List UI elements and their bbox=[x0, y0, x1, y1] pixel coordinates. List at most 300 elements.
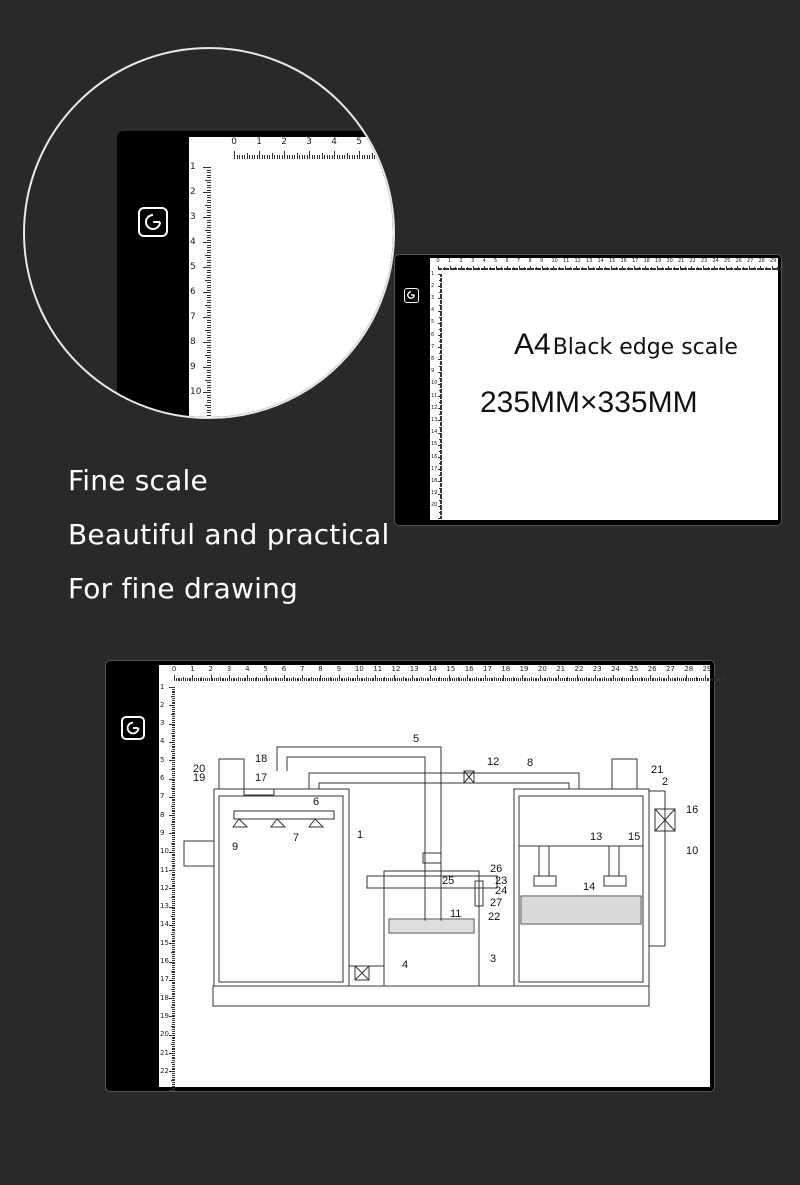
ruler-tick bbox=[342, 155, 343, 159]
ruler-tick bbox=[207, 347, 211, 348]
ruler-tick bbox=[207, 362, 211, 363]
diagram-label: 1 bbox=[357, 829, 364, 841]
ruler-tick bbox=[207, 415, 211, 416]
ruler-tick bbox=[203, 217, 211, 218]
ruler-tick-label: 10 bbox=[551, 258, 558, 264]
ruler-tick-label: 23 bbox=[701, 258, 708, 264]
ruler-tick-label: 0 bbox=[436, 258, 440, 264]
ruler-tick bbox=[337, 155, 338, 159]
ruler-tick-label: 1 bbox=[448, 258, 452, 264]
ruler-tick-label: 19 bbox=[519, 665, 529, 673]
ruler-tick bbox=[294, 155, 295, 159]
ruler-tick-label: 16 bbox=[464, 665, 474, 673]
ruler-tick bbox=[203, 292, 211, 293]
ruler-tick bbox=[309, 151, 310, 159]
ruler-tick-label: 13 bbox=[409, 665, 419, 673]
ruler-tick-label: 9 bbox=[160, 828, 165, 837]
ruler-tick bbox=[207, 385, 211, 386]
ruler-tick-label: 18 bbox=[431, 477, 438, 484]
ruler-tick-label: 0 bbox=[231, 137, 238, 147]
ruler-tick-label: 6 bbox=[431, 331, 435, 338]
ruler-tick-label: 2 bbox=[459, 258, 463, 264]
ruler-tick bbox=[207, 390, 211, 391]
ruler-tick bbox=[317, 155, 318, 159]
ruler-tick bbox=[384, 151, 385, 159]
ruler-tick-label: 21 bbox=[160, 1048, 169, 1057]
diagram-label: 22 bbox=[488, 911, 501, 923]
ruler-tick bbox=[314, 155, 315, 159]
ruler-tick-label: 10 bbox=[354, 665, 364, 673]
diagram-label: 15 bbox=[628, 831, 641, 843]
ruler-tick bbox=[359, 151, 360, 159]
ruler-tick-label: 4 bbox=[245, 665, 250, 673]
a4-label: A4 bbox=[514, 328, 551, 361]
ruler-tick-label: 14 bbox=[431, 429, 438, 436]
ruler-tick bbox=[382, 155, 383, 159]
ruler-tick bbox=[272, 153, 273, 159]
ruler-tick bbox=[247, 153, 248, 159]
ruler-tick-label: 6 bbox=[381, 137, 388, 147]
ruler-tick-label: 22 bbox=[689, 258, 696, 264]
ruler-tick bbox=[322, 153, 323, 159]
ruler-tick bbox=[367, 155, 368, 159]
ruler-tick bbox=[203, 317, 211, 318]
ruler-tick bbox=[237, 155, 238, 159]
ruler-tick-label: 4 bbox=[482, 258, 486, 264]
ruler-tick-label: 18 bbox=[501, 665, 511, 673]
ruler-tick-label: 11 bbox=[563, 258, 570, 264]
ruler-tick-label: 8 bbox=[528, 258, 532, 264]
ruler-tick bbox=[312, 155, 313, 159]
ruler-tick bbox=[207, 360, 211, 361]
ruler-tick bbox=[302, 155, 303, 159]
diagram-label: 10 bbox=[686, 845, 699, 857]
ruler-tick-label: 13 bbox=[160, 902, 169, 911]
ruler-tick bbox=[334, 151, 335, 159]
ruler-tick bbox=[207, 382, 211, 383]
ruler-tick-label: 4 bbox=[160, 737, 165, 746]
ruler-tick-label: 4 bbox=[431, 307, 435, 314]
ruler-tick bbox=[207, 185, 211, 186]
ruler-tick bbox=[438, 518, 442, 519]
ruler-tick bbox=[207, 190, 211, 191]
ruler-tick bbox=[207, 312, 211, 313]
diagram-label: 11 bbox=[450, 908, 462, 920]
diagram-label: 23 bbox=[495, 875, 508, 887]
ruler-tick-label: 21 bbox=[678, 258, 685, 264]
ruler-tick bbox=[279, 155, 280, 159]
ruler-tick bbox=[207, 202, 211, 203]
ruler-tick bbox=[207, 212, 211, 213]
ruler-tick bbox=[207, 207, 211, 208]
ruler-tick bbox=[319, 155, 320, 159]
large-top-ruler bbox=[159, 665, 710, 681]
ruler-tick-label: 20 bbox=[431, 502, 438, 509]
ruler-tick-label: 5 bbox=[494, 258, 498, 264]
ruler-tick-label: 26 bbox=[647, 665, 657, 673]
ruler-tick bbox=[207, 237, 211, 238]
ruler-tick bbox=[292, 155, 293, 159]
ruler-tick bbox=[783, 266, 784, 270]
ruler-tick-label: 10 bbox=[190, 386, 202, 397]
ruler-tick bbox=[372, 153, 373, 159]
ruler-tick bbox=[207, 262, 211, 263]
ruler-tick bbox=[207, 240, 211, 241]
ruler-tick-label: 4 bbox=[331, 137, 338, 147]
ruler-tick-label: 8 bbox=[318, 665, 323, 673]
ruler-tick-label: 22 bbox=[574, 665, 584, 673]
ruler-tick bbox=[207, 277, 211, 278]
ruler-tick-label: 28 bbox=[758, 258, 765, 264]
ruler-tick-label: 5 bbox=[431, 319, 435, 326]
ruler-tick bbox=[352, 155, 353, 159]
ruler-tick-label: 25 bbox=[724, 258, 731, 264]
ruler-tick bbox=[304, 155, 305, 159]
ruler-tick bbox=[284, 151, 285, 159]
ruler-tick-label: 6 bbox=[160, 774, 165, 782]
ruler-tick-label: 5 bbox=[160, 755, 165, 764]
ruler-tick bbox=[723, 675, 724, 681]
ruler-tick-label: 5 bbox=[356, 137, 363, 147]
zoom-left-ruler bbox=[189, 159, 211, 419]
ruler-tick-label: 15 bbox=[431, 441, 438, 448]
ruler-tick bbox=[364, 155, 365, 159]
ruler-tick-label: 14 bbox=[160, 920, 169, 929]
ruler-tick-label: 17 bbox=[431, 465, 438, 472]
ruler-tick-label: 17 bbox=[483, 665, 492, 673]
a4-top-ruler bbox=[430, 258, 778, 270]
ruler-tick bbox=[205, 305, 211, 306]
ruler-tick bbox=[207, 197, 211, 198]
ruler-tick-label: 1 bbox=[160, 682, 165, 691]
ruler-tick bbox=[203, 192, 211, 193]
ruler-tick bbox=[269, 155, 270, 159]
ruler-tick bbox=[205, 355, 211, 356]
ruler-tick bbox=[289, 155, 290, 159]
diagram-label: 25 bbox=[442, 875, 455, 887]
ruler-tick bbox=[252, 155, 253, 159]
zoom-detail-circle bbox=[23, 47, 395, 419]
feature-beautiful-practical: Beautiful and practical bbox=[68, 518, 390, 551]
ruler-tick bbox=[392, 155, 393, 159]
ruler-tick-label: 29 bbox=[702, 665, 712, 673]
ruler-tick-label: 7 bbox=[160, 792, 165, 801]
ruler-tick bbox=[389, 155, 390, 159]
diagram-label: 26 bbox=[490, 863, 503, 875]
ruler-tick-label: 7 bbox=[300, 665, 305, 673]
ruler-tick bbox=[257, 155, 258, 159]
power-button-icon[interactable] bbox=[121, 716, 145, 740]
ruler-tick bbox=[274, 155, 275, 159]
ruler-tick bbox=[207, 215, 211, 216]
ruler-tick-label: 2 bbox=[208, 665, 213, 673]
ruler-tick bbox=[207, 287, 211, 288]
ruler-tick bbox=[207, 172, 211, 173]
diagram-label: 12 bbox=[487, 756, 500, 768]
feature-fine-drawing: For fine drawing bbox=[68, 572, 299, 605]
technical-drawing bbox=[159, 681, 710, 1087]
ruler-tick-label: 12 bbox=[160, 883, 169, 892]
ruler-tick-label: 5 bbox=[190, 261, 196, 272]
ruler-tick bbox=[169, 1090, 175, 1091]
diagram-label: 16 bbox=[686, 804, 699, 816]
ruler-tick-label: 5 bbox=[263, 665, 268, 673]
diagram-label: 27 bbox=[490, 897, 503, 909]
ruler-tick bbox=[207, 320, 211, 321]
ruler-tick bbox=[207, 250, 211, 251]
ruler-tick-label: 16 bbox=[620, 258, 627, 264]
ruler-tick bbox=[721, 678, 722, 681]
ruler-tick bbox=[207, 227, 211, 228]
ruler-tick-label: 15 bbox=[160, 938, 169, 947]
ruler-tick bbox=[262, 155, 263, 159]
diagram-label: 24 bbox=[495, 885, 508, 897]
ruler-tick-label: 27 bbox=[666, 665, 675, 673]
ruler-tick-label: 12 bbox=[574, 258, 581, 264]
ruler-tick bbox=[374, 155, 375, 159]
power-button-icon[interactable] bbox=[404, 288, 419, 303]
ruler-tick-label: 22 bbox=[160, 1066, 169, 1075]
ruler-tick bbox=[287, 155, 288, 159]
diagram-label: 8 bbox=[527, 757, 534, 769]
ruler-tick-label: 3 bbox=[190, 211, 196, 222]
diagram-label: 13 bbox=[590, 831, 603, 843]
ruler-tick-label: 6 bbox=[505, 258, 509, 264]
diagram-label: 2 bbox=[662, 776, 669, 788]
ruler-tick bbox=[207, 232, 211, 233]
ruler-tick bbox=[207, 195, 211, 196]
ruler-tick bbox=[207, 400, 211, 401]
zoom-top-ruler bbox=[189, 137, 395, 159]
diagram-label: 5 bbox=[413, 733, 420, 745]
ruler-tick-label: 1 bbox=[190, 161, 196, 172]
ruler-tick bbox=[254, 155, 255, 159]
ruler-tick-label: 2 bbox=[190, 186, 196, 197]
ruler-tick bbox=[207, 220, 211, 221]
ruler-tick bbox=[207, 357, 211, 358]
ruler-tick bbox=[203, 342, 211, 343]
ruler-tick bbox=[207, 307, 211, 308]
ruler-tick-label: 6 bbox=[281, 665, 287, 673]
ruler-tick bbox=[349, 155, 350, 159]
ruler-tick bbox=[264, 155, 265, 159]
ruler-tick bbox=[207, 187, 211, 188]
ruler-tick-label: 11 bbox=[431, 392, 438, 399]
ruler-tick bbox=[207, 345, 211, 346]
ruler-tick-label: 1 bbox=[431, 270, 435, 277]
ruler-tick bbox=[203, 167, 211, 168]
diagram-label: 18 bbox=[255, 753, 268, 765]
ruler-tick bbox=[329, 155, 330, 159]
ruler-tick bbox=[242, 155, 243, 159]
ruler-tick-label: 3 bbox=[160, 719, 165, 728]
ruler-tick bbox=[267, 155, 268, 159]
ruler-tick bbox=[207, 282, 211, 283]
ruler-tick-label: 6 bbox=[190, 286, 196, 297]
ruler-tick bbox=[207, 175, 211, 176]
ruler-tick bbox=[297, 153, 298, 159]
ruler-tick bbox=[207, 295, 211, 296]
ruler-tick bbox=[327, 155, 328, 159]
ruler-tick bbox=[347, 153, 348, 159]
ruler-tick bbox=[332, 155, 333, 159]
ruler-tick-label: 15 bbox=[609, 258, 616, 264]
ruler-tick-label: 10 bbox=[160, 847, 169, 856]
ruler-tick-label: 27 bbox=[747, 258, 754, 264]
ruler-tick bbox=[207, 300, 211, 301]
diagram-label: 9 bbox=[232, 841, 239, 853]
board-size-label: 235MM×335MM bbox=[480, 386, 698, 419]
ruler-tick-label: 13 bbox=[586, 258, 593, 264]
ruler-tick-label: 19 bbox=[431, 490, 438, 497]
ruler-tick bbox=[282, 155, 283, 159]
ruler-tick-label: 13 bbox=[431, 416, 438, 423]
ruler-tick-label: 17 bbox=[160, 975, 169, 984]
ruler-tick bbox=[203, 392, 211, 393]
ruler-tick bbox=[207, 297, 211, 298]
ruler-tick bbox=[207, 170, 211, 171]
ruler-tick bbox=[207, 302, 211, 303]
ruler-tick bbox=[357, 155, 358, 159]
ruler-tick bbox=[205, 230, 211, 231]
ruler-tick bbox=[203, 417, 211, 418]
ruler-tick-label: 2 bbox=[281, 137, 288, 147]
ruler-tick bbox=[207, 235, 211, 236]
ruler-tick-label: 9 bbox=[540, 258, 544, 264]
ruler-tick-label: 18 bbox=[643, 258, 650, 264]
ruler-tick bbox=[354, 155, 355, 159]
ruler-tick-label: 19 bbox=[160, 1011, 169, 1020]
ruler-tick-label: 19 bbox=[655, 258, 662, 264]
ruler-tick bbox=[339, 155, 340, 159]
ruler-tick-label: 23 bbox=[592, 665, 602, 673]
ruler-tick-label: 8 bbox=[431, 355, 435, 362]
power-button-icon[interactable] bbox=[138, 207, 168, 237]
ruler-tick-label: 12 bbox=[431, 404, 438, 411]
ruler-tick bbox=[207, 325, 211, 326]
ruler-tick bbox=[387, 155, 388, 159]
ruler-tick bbox=[344, 155, 345, 159]
ruler-tick bbox=[207, 310, 211, 311]
ruler-tick bbox=[205, 205, 211, 206]
diagram-label: 6 bbox=[313, 796, 320, 808]
ruler-tick bbox=[205, 405, 211, 406]
ruler-tick bbox=[207, 365, 211, 366]
ruler-tick bbox=[234, 151, 235, 159]
ruler-tick-label: 8 bbox=[190, 336, 196, 347]
diagram-label: 3 bbox=[490, 953, 497, 965]
black-edge-label: Black edge scale bbox=[552, 335, 738, 360]
ruler-tick bbox=[207, 182, 211, 183]
ruler-tick bbox=[249, 155, 250, 159]
ruler-tick bbox=[324, 155, 325, 159]
ruler-tick-label: 24 bbox=[611, 665, 621, 673]
ruler-tick bbox=[207, 222, 211, 223]
ruler-tick bbox=[207, 272, 211, 273]
ruler-tick-label: 7 bbox=[517, 258, 521, 264]
ruler-tick bbox=[307, 155, 308, 159]
ruler-tick bbox=[207, 372, 211, 373]
ruler-tick bbox=[207, 397, 211, 398]
ruler-tick-label: 9 bbox=[336, 665, 342, 673]
ruler-tick-label: 3 bbox=[226, 665, 232, 673]
ruler-tick-label: 28 bbox=[684, 665, 694, 673]
ruler-tick-label: 15 bbox=[446, 665, 456, 673]
ruler-tick bbox=[205, 280, 211, 281]
ruler-tick bbox=[207, 370, 211, 371]
ruler-tick bbox=[205, 255, 211, 256]
diagram-label: 20 bbox=[193, 763, 206, 775]
ruler-tick-label: 7 bbox=[190, 311, 196, 322]
ruler-tick bbox=[203, 367, 211, 368]
ruler-tick-label: 10 bbox=[431, 380, 438, 387]
ruler-tick bbox=[203, 267, 211, 268]
diagram-label: 14 bbox=[583, 881, 596, 893]
ruler-tick-label: 7 bbox=[431, 343, 435, 350]
ruler-tick bbox=[207, 260, 211, 261]
ruler-tick bbox=[207, 210, 211, 211]
diagram-label: 19 bbox=[193, 772, 206, 784]
ruler-tick-label: 4 bbox=[190, 236, 196, 247]
ruler-tick-label: 3 bbox=[431, 294, 435, 301]
ruler-tick bbox=[207, 322, 211, 323]
ruler-tick-label: 11 bbox=[373, 665, 383, 673]
diagram-label: 4 bbox=[402, 959, 409, 971]
ruler-tick bbox=[299, 155, 300, 159]
ruler-tick bbox=[207, 395, 211, 396]
ruler-tick-label: 1 bbox=[256, 137, 263, 147]
ruler-tick bbox=[207, 337, 211, 338]
ruler-tick bbox=[379, 155, 380, 159]
ruler-tick-label: 9 bbox=[190, 361, 196, 372]
ruler-tick bbox=[207, 270, 211, 271]
ruler-tick bbox=[205, 380, 211, 381]
ruler-tick-label: 1 bbox=[190, 665, 195, 673]
ruler-tick bbox=[207, 350, 211, 351]
ruler-tick bbox=[207, 327, 211, 328]
ruler-tick bbox=[207, 332, 211, 333]
ruler-tick bbox=[207, 402, 211, 403]
ruler-tick bbox=[362, 155, 363, 159]
ruler-tick-label: 21 bbox=[556, 665, 566, 673]
ruler-tick bbox=[207, 245, 211, 246]
zoom-board-surface bbox=[189, 137, 395, 419]
ruler-tick bbox=[369, 155, 370, 159]
ruler-tick-label: 3 bbox=[471, 258, 475, 264]
ruler-tick bbox=[207, 247, 211, 248]
ruler-tick bbox=[207, 352, 211, 353]
ruler-tick-label: 24 bbox=[712, 258, 719, 264]
ruler-tick bbox=[207, 257, 211, 258]
ruler-tick bbox=[244, 155, 245, 159]
ruler-tick bbox=[239, 155, 240, 159]
ruler-tick-label: 9 bbox=[431, 368, 435, 375]
ruler-tick-label: 20 bbox=[160, 1030, 169, 1039]
ruler-tick bbox=[207, 375, 211, 376]
ruler-tick-label: 11 bbox=[160, 865, 169, 874]
ruler-tick-label: 16 bbox=[431, 453, 438, 460]
ruler-tick-label: 18 bbox=[160, 993, 169, 1002]
diagram-label: 7 bbox=[293, 832, 300, 844]
ruler-tick bbox=[207, 225, 211, 226]
ruler-tick-label: 2 bbox=[431, 282, 435, 289]
ruler-tick-label: 26 bbox=[735, 258, 742, 264]
diagram-label: 21 bbox=[651, 764, 664, 776]
ruler-tick-label: 14 bbox=[428, 665, 438, 673]
ruler-tick bbox=[203, 242, 211, 243]
ruler-tick-label: 3 bbox=[306, 137, 313, 147]
ruler-tick bbox=[207, 290, 211, 291]
